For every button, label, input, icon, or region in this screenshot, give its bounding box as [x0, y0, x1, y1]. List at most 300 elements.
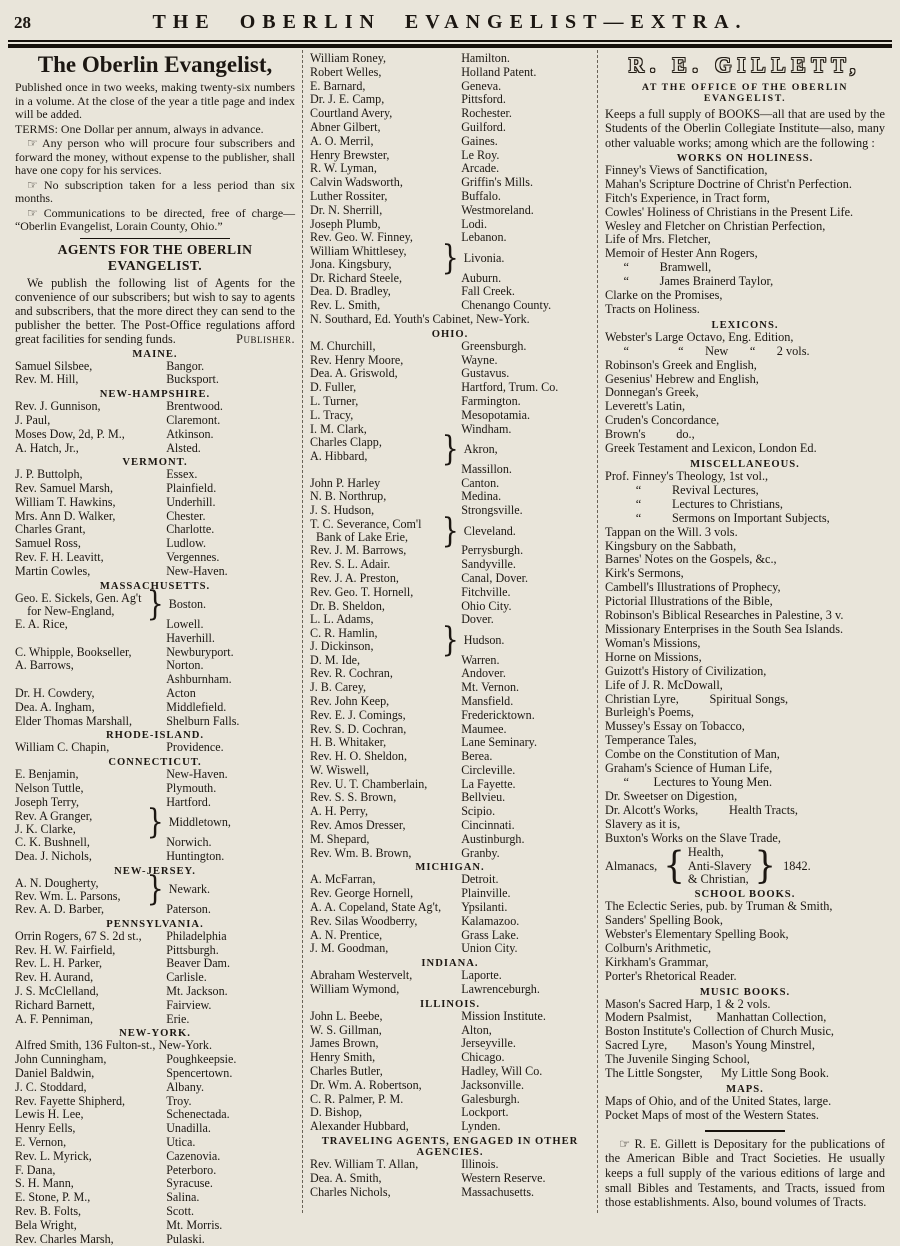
state-heading: NEW-YORK.	[119, 1028, 191, 1040]
agent-row	[15, 510, 295, 524]
agent-place: Lebanon.	[461, 230, 507, 245]
agent-row	[15, 971, 295, 985]
agent-name: M. Shepard,	[310, 831, 370, 846]
brace-close-icon: }	[754, 843, 777, 888]
agent-place: Perrysburgh.	[461, 543, 524, 558]
agent-name: Rev. H. Aurand,	[15, 970, 94, 985]
agent-row	[310, 723, 590, 737]
agent-place: La Fayette.	[461, 776, 516, 791]
book-item: Slavery as it is,	[605, 816, 681, 831]
book-item: Temperance Tales,	[605, 733, 697, 748]
agent-row	[310, 299, 590, 313]
agent-row	[310, 190, 590, 204]
agent-name: John L. Beebe,	[310, 1008, 383, 1023]
agent-name: Robert Welles,	[310, 64, 382, 79]
gillett-ad-intro: Keeps a full supply of BOOKS—all that are used by the Students of the Oberlin Collegiate Institute—also, many other valuable works; among which are the following :	[605, 107, 885, 150]
agent-name: Rev. William T. Allan,	[310, 1157, 419, 1172]
agent-name: C. K. Bushnell,	[15, 835, 90, 850]
agent-brace-names	[310, 627, 442, 653]
agent-row	[15, 782, 295, 796]
agent-place: Scipio.	[461, 804, 496, 819]
agent-row	[310, 586, 590, 600]
book-item: Combe on the Constitution of Man,	[605, 747, 780, 762]
agent-name: Rev. Fayette Shipherd,	[15, 1093, 126, 1108]
agent-row	[310, 1106, 590, 1120]
agent-name: Henry Brewster,	[310, 147, 390, 162]
agent-name: Joseph Plumb,	[310, 216, 381, 231]
book-item: Prof. Finney's Theology, 1st vol.,	[605, 469, 769, 484]
agent-place: Farmington.	[461, 393, 521, 408]
agent-row	[15, 999, 295, 1013]
agent-row	[15, 482, 295, 496]
agent-name: Rev. Silas Woodberry,	[310, 913, 418, 928]
agent-name: Rev. Geo. W. Finney,	[310, 230, 413, 245]
state-heading: OHIO.	[431, 328, 469, 340]
agent-name: J. S. Hudson,	[310, 503, 375, 518]
agent-place: Arcade.	[461, 161, 500, 176]
agent-name: Lewis H. Lee,	[15, 1107, 84, 1122]
book-section-heading: SCHOOL BOOKS.	[694, 889, 796, 901]
agent-row	[15, 768, 295, 782]
book-item: Robinson's Greek and English,	[605, 357, 757, 372]
agent-row	[310, 477, 590, 491]
agent-name: Rev. S. S. Brown,	[310, 790, 397, 805]
agent-name: Dr. Richard Steele,	[310, 270, 403, 285]
agent-place: Cazenovia.	[166, 1148, 221, 1163]
agent-name: Charles Clapp,	[310, 435, 382, 450]
book-item: Greek Testament and Lexicon, London Ed.	[605, 441, 817, 456]
book-item: Cruden's Concordance,	[605, 413, 720, 428]
agent-name: Rev. George Hornell,	[310, 886, 414, 901]
agent-place: Union City.	[461, 941, 518, 956]
agents-list-col2	[310, 52, 590, 1199]
agent-name: C. Whipple, Bookseller,	[15, 644, 132, 659]
agent-brace-names	[310, 245, 442, 271]
book-item: Robinson's Biblical Researches in Palestine, 3 v.	[605, 608, 844, 623]
header-rule-thick	[8, 44, 892, 48]
agent-name: James Brown,	[310, 1036, 379, 1051]
agent-row	[310, 805, 590, 819]
agent-name: Rev. Charles Marsh,	[15, 1231, 114, 1246]
agent-name: N. B. Northrup,	[310, 489, 387, 504]
agent-place: Lockport.	[461, 1105, 509, 1120]
agent-place: Paterson.	[166, 902, 211, 917]
book-item: Graham's Science of Human Life,	[605, 761, 773, 776]
agent-name: Alexander Hubbard,	[310, 1119, 409, 1134]
agent-name: M. Churchill,	[310, 338, 376, 353]
agent-name: A. Hibbard,	[310, 448, 368, 463]
agent-name: J. B. Carey,	[310, 680, 366, 695]
book-section-heading: MAPS.	[726, 1083, 764, 1095]
agent-place: Wayne.	[461, 352, 498, 367]
agent-place: Ashburnham.	[166, 672, 232, 687]
agent-place: Plainfield.	[166, 481, 217, 496]
agent-row	[15, 1013, 295, 1027]
almanac-item: Health,	[687, 845, 724, 860]
book-item: Mahan's Scripture Doctrine of Christ'n Perfection.	[605, 176, 852, 191]
agent-row	[15, 1177, 295, 1191]
state-heading: INDIANA.	[421, 958, 479, 970]
agent-name: Orrin Rogers, 67 S. 2d st.,	[15, 928, 142, 943]
agent-row	[15, 930, 295, 944]
agent-name	[310, 463, 461, 477]
agent-name: Rev. John Keep,	[310, 693, 390, 708]
agent-row	[310, 681, 590, 695]
section-divider	[80, 238, 230, 239]
agent-place: Newburyport.	[166, 644, 234, 659]
agent-row	[15, 1122, 295, 1136]
agent-name: J. P. Buttolph,	[15, 467, 83, 482]
agent-place: Fredericktown.	[461, 707, 535, 722]
agent-place: Holland Patent.	[461, 64, 537, 79]
agent-place: Bangor.	[166, 358, 205, 373]
agent-brace-names	[310, 518, 442, 544]
state-heading: RHODE-ISLAND.	[105, 730, 205, 742]
agent-place: Acton	[166, 686, 196, 701]
agent-row	[310, 149, 590, 163]
agent-row	[310, 572, 590, 586]
agent-place: Erie.	[166, 1011, 190, 1026]
agent-row	[310, 93, 590, 107]
agent-row	[310, 1120, 590, 1134]
agent-name: Dea. J. Nichols,	[15, 848, 92, 863]
agent-name: C. R. Palmer, P. M.	[310, 1091, 404, 1106]
agent-name: William C. Chapin,	[15, 740, 110, 755]
agent-name: J. C. Stoddard,	[15, 1079, 87, 1094]
agent-row	[310, 929, 590, 943]
book-item: Modern Psalmist, Manhattan Collection,	[605, 1010, 827, 1025]
agent-name: E. Stone, P. M.,	[15, 1190, 91, 1205]
agent-row	[15, 715, 295, 729]
agent-place: Beaver Dam.	[166, 956, 230, 971]
almanac-item: & Christian,	[687, 871, 749, 886]
agent-place: Austinburgh.	[461, 831, 525, 846]
agent-place: Hudson.	[463, 632, 505, 647]
agent-place: Laporte.	[461, 968, 502, 983]
agent-name: Rev. J. M. Barrows,	[310, 543, 407, 558]
agent-row	[15, 1081, 295, 1095]
agent-row	[15, 944, 295, 958]
agent-name: Calvin Wadsworth,	[310, 175, 403, 190]
agent-row	[310, 600, 590, 614]
agent-row-full: N. Southard, Ed. Youth's Cabinet, New-York.	[310, 311, 530, 326]
almanac-row	[605, 843, 885, 888]
agent-place: Spencertown.	[166, 1066, 233, 1081]
book-item: Brown's do.,	[605, 427, 695, 442]
agent-place: Middlefield.	[166, 699, 227, 714]
agent-row	[15, 428, 295, 442]
book-item: Boston Institute's Collection of Church Music,	[605, 1024, 835, 1039]
agent-name: F. Dana,	[15, 1162, 56, 1177]
book-item: Guizott's History of Civilization,	[605, 663, 767, 678]
header-rule-thin	[8, 40, 892, 42]
agent-place: Cleveland.	[463, 523, 516, 538]
agent-row	[15, 673, 295, 687]
agent-place: Norwich.	[166, 835, 212, 850]
agent-place: New-Haven.	[166, 767, 228, 782]
column-right	[597, 50, 892, 1213]
agent-name: Bank of Lake Erie,	[310, 530, 409, 545]
book-item: Porter's Rhetorical Reader.	[605, 968, 737, 983]
book-section-heading: MISCELLANEOUS.	[690, 459, 800, 471]
agent-place: Plainville.	[461, 886, 511, 901]
agent-place: Mission Institute.	[461, 1008, 546, 1023]
agent-row	[15, 957, 295, 971]
agent-place: Galesburgh.	[461, 1091, 520, 1106]
agent-place: Lawrenceburgh.	[461, 982, 540, 997]
agent-place: Haverhill.	[166, 630, 215, 645]
agent-name: Dr. H. Cowdery,	[15, 686, 95, 701]
agent-place: Kalamazoo.	[461, 913, 520, 928]
agent-brace-names	[15, 810, 147, 836]
agents-intro-text: We publish the following list of Agents for the convenience of our subscribers; but wish to say to agents and subscribers, that the more direct they can send to the publisher the better. The Post-Office regulations afford great facilities for sending funds.	[15, 275, 295, 347]
agent-name: Dea. D. Bradley,	[310, 284, 391, 299]
agent-place: Troy.	[166, 1093, 192, 1108]
agent-name: Rev. S. D. Cochran,	[310, 721, 407, 736]
agent-name: Henry Smith,	[310, 1050, 376, 1065]
agent-place: Auburn.	[461, 270, 502, 285]
agent-name: R. W. Lyman,	[310, 161, 377, 176]
book-item: The Eclectic Series, pub. by Truman & Smith,	[605, 899, 833, 914]
agent-row	[310, 490, 590, 504]
agent-place: Buffalo.	[461, 188, 501, 203]
agent-name: William Roney,	[310, 51, 386, 65]
book-item: Sanders' Spelling Book,	[605, 913, 724, 927]
agent-row	[15, 1150, 295, 1164]
agent-row	[15, 1219, 295, 1233]
column-left	[8, 50, 302, 1246]
agent-name: William Wymond,	[310, 982, 400, 997]
agent-row	[310, 340, 590, 354]
agent-row	[15, 1095, 295, 1109]
agent-name: Rev. L. Myrick,	[15, 1148, 92, 1163]
book-item: Christian Lyre, Spiritual Songs,	[605, 691, 789, 706]
agent-name: A. A. Copeland, State Ag't,	[310, 900, 442, 915]
agent-row	[310, 66, 590, 80]
agent-name: Geo. E. Sickels, Gen. Ag't	[15, 590, 142, 605]
agent-row	[310, 121, 590, 135]
agent-row	[15, 373, 295, 387]
agent-name: Rev. H. W. Fairfield,	[15, 942, 116, 957]
agent-place: Charlotte.	[166, 522, 215, 537]
agent-row	[15, 632, 295, 646]
agent-place: Hartford.	[166, 794, 211, 809]
gillett-ad-title: R. E. GILLETT,	[628, 53, 862, 77]
agent-place: Le Roy.	[461, 147, 500, 162]
brace-icon: }	[441, 511, 459, 551]
agent-name: Rev. J. Gunnison,	[15, 399, 101, 414]
agent-place: Boston.	[168, 597, 207, 612]
agent-place: Providence.	[166, 740, 224, 755]
masthead-title: THE OBERLIN EVANGELIST—EXTRA.	[152, 11, 748, 33]
agent-place: Ohio City.	[461, 598, 512, 613]
agent-row	[310, 1037, 590, 1051]
agent-row	[310, 204, 590, 218]
book-item: Horne on Missions,	[605, 649, 702, 664]
agent-place: Circleville.	[461, 762, 516, 777]
agent-row	[15, 537, 295, 551]
agent-place: Peterboro.	[166, 1162, 217, 1177]
agent-row	[310, 135, 590, 149]
agent-name: E. A. Rice,	[15, 617, 68, 632]
agent-place: Newark.	[168, 882, 211, 897]
agent-name: Dea. A. Griswold,	[310, 366, 398, 381]
agent-place: Berea.	[461, 749, 493, 764]
book-item: Buxton's Works on the Slave Trade,	[605, 830, 781, 845]
book-item: Gesenius' Hebrew and English,	[605, 371, 759, 386]
agent-row	[310, 778, 590, 792]
agent-row	[310, 1065, 590, 1079]
agent-place: Jacksonville.	[461, 1077, 524, 1092]
agent-row	[310, 162, 590, 176]
agent-name: Charles Nichols,	[310, 1184, 391, 1199]
state-heading: MICHIGAN.	[415, 862, 485, 874]
agent-place: Granby.	[461, 845, 500, 860]
agent-name: W. Wiswell,	[310, 762, 369, 777]
agent-name: A. F. Penniman,	[15, 1011, 93, 1026]
book-item: Dr. Alcott's Works, Health Tracts,	[605, 802, 798, 817]
agent-name: Dea. A. Ingham,	[15, 699, 95, 714]
agent-place: Brentwood.	[166, 399, 223, 414]
state-heading: PENNSYLVANIA.	[106, 918, 204, 930]
agent-name: Nelson Tuttle,	[15, 781, 84, 796]
book-item: Wesley and Fletcher on Christian Perfection,	[605, 218, 826, 233]
agent-place: Gaines.	[461, 133, 498, 148]
page-header	[8, 4, 892, 38]
agent-row	[310, 218, 590, 232]
agent-name: Joseph Terry,	[15, 794, 79, 809]
agent-name: Rev. E. J. Comings,	[310, 707, 406, 722]
agent-row	[310, 1079, 590, 1093]
agent-name: Charles Grant,	[15, 522, 86, 537]
agent-name: Dea. A. Smith,	[310, 1170, 382, 1185]
agent-name: H. B. Whitaker,	[310, 735, 387, 750]
agent-place: Strongsville.	[461, 503, 523, 518]
book-item: Finney's Views of Sanctification,	[605, 162, 768, 177]
agent-name: A. H. Perry,	[310, 804, 368, 819]
agent-name	[15, 632, 166, 646]
agent-row	[15, 659, 295, 673]
agent-row	[310, 764, 590, 778]
terms-paragraph: ☞ Communications to be directed, free of charge— “Oberlin Evangelist, Lorain County, Ohio.”	[15, 205, 295, 233]
agent-row	[15, 1164, 295, 1178]
state-heading: TRAVELING AGENTS, ENGAGED IN OTHER AGENCIES.	[321, 1136, 579, 1159]
agent-place: Chicago.	[461, 1050, 505, 1065]
agent-row	[310, 983, 590, 997]
agent-place: Geneva.	[461, 78, 502, 93]
book-item: Kirk's Sermons,	[605, 566, 684, 581]
agent-place: New-Haven.	[166, 563, 228, 578]
book-section-heading: WORKS ON HOLINESS.	[676, 152, 814, 164]
terms-paragraph: ☞ No subscription taken for a less period than six months.	[15, 177, 295, 205]
agent-row	[15, 1053, 295, 1067]
agent-row	[310, 695, 590, 709]
book-item: “ “ New “ 2 vols.	[605, 343, 810, 358]
agent-row	[310, 873, 590, 887]
agent-place: Atkinson.	[166, 426, 214, 441]
book-item: The Little Songster, My Little Song Book.	[605, 1066, 829, 1081]
agent-row	[310, 52, 590, 66]
state-heading: CONNECTICUT.	[108, 757, 202, 769]
agent-name: Rev. Samuel Marsh,	[15, 481, 113, 496]
paper-title: The Oberlin Evangelist,	[37, 52, 273, 77]
agent-name: Rev. U. T. Chamberlain,	[310, 776, 428, 791]
agent-row	[15, 414, 295, 428]
agent-row	[15, 565, 295, 579]
terms-paragraph: Published once in two weeks, making twenty-six numbers in a volume. At the close of the year a title page and index will be added.	[15, 80, 295, 121]
agent-row	[310, 736, 590, 750]
agent-name: Dr. B. Sheldon,	[310, 598, 385, 613]
agent-name: William Whittlesey,	[310, 244, 407, 259]
book-item: “ James Brainerd Taylor,	[605, 274, 774, 289]
agent-row	[15, 850, 295, 864]
agent-name: Bela Wright,	[15, 1217, 77, 1232]
agent-name: Rev. B. Folts,	[15, 1203, 82, 1218]
terms-paragraph: TERMS: One Dollar per annum, always in advance.	[15, 121, 264, 136]
depositary-note: ☞ R. E. Gillett is Depositary for the publications of the American Bible and Tract Societies. He usually keeps a full supply of the various editions of large and small Bibles and Testaments, and Tracts, issued from those establishments. Also, bound volumes of Tracts.	[605, 1136, 885, 1210]
agent-place: Alsted.	[166, 440, 201, 455]
agent-row	[310, 942, 590, 956]
agent-place: Pittsford.	[461, 92, 506, 107]
book-item: Pictorial Illustrations of the Bible,	[605, 594, 773, 609]
agent-name: L. Turner,	[310, 393, 359, 408]
agent-name: Rev. Wm. B. Brown,	[310, 845, 412, 860]
agent-name: T. C. Severance, Com'l	[310, 516, 422, 531]
agent-place: Rochester.	[461, 106, 512, 121]
agent-place: Lane Seminary.	[461, 735, 537, 750]
agent-name: J. M. Goodman,	[310, 941, 389, 956]
agent-place: Chenango County.	[461, 298, 552, 313]
book-section-heading: LEXICONS.	[711, 319, 779, 331]
agent-name: Rev. A Granger,	[15, 808, 93, 823]
agent-place: Detroit.	[461, 872, 499, 887]
agent-row	[310, 667, 590, 681]
agents-heading: AGENTS FOR THE OBERLIN EVANGELIST.	[57, 241, 253, 273]
agent-row	[310, 1024, 590, 1038]
agent-name: Charles Butler,	[310, 1064, 383, 1079]
agent-name: E. Barnard,	[310, 78, 366, 93]
agent-row	[310, 915, 590, 929]
agent-name: C. R. Hamlin,	[310, 626, 378, 641]
agent-name: Rev. R. Cochran,	[310, 666, 393, 681]
state-heading: NEW-JERSEY.	[114, 865, 196, 877]
agent-place: Guilford.	[461, 119, 506, 134]
agent-brace-names	[310, 436, 442, 462]
agent-row	[310, 901, 590, 915]
agent-place: Alton,	[461, 1022, 492, 1037]
book-item: Woman's Missions,	[605, 635, 701, 650]
agent-place: Shelburn Falls.	[166, 713, 240, 728]
subscription-terms	[15, 81, 295, 234]
agent-place: Dover.	[461, 612, 494, 627]
agent-row	[15, 468, 295, 482]
brace-icon: }	[146, 803, 164, 843]
agent-place: Schenectada.	[166, 1107, 230, 1122]
agent-place: Hartford, Trum. Co.	[461, 380, 559, 395]
agent-place: Hadley, Will Co.	[461, 1064, 543, 1079]
agent-place: Norton.	[166, 658, 204, 673]
book-item: Cambell's Illustrations of Prophecy,	[605, 580, 781, 595]
agent-place: Fitchville.	[461, 584, 511, 599]
brace-icon: }	[441, 238, 459, 278]
brace-open-icon: {	[663, 843, 685, 888]
agent-place: Canal, Dover.	[461, 570, 529, 585]
agent-name: William T. Hawkins,	[15, 494, 116, 509]
agent-row-full: Alfred Smith, 136 Fulton-st., New-York.	[15, 1038, 212, 1053]
almanac-label: Almanacs,	[605, 858, 658, 873]
agent-row	[310, 791, 590, 805]
agent-place: Canton.	[461, 475, 500, 490]
